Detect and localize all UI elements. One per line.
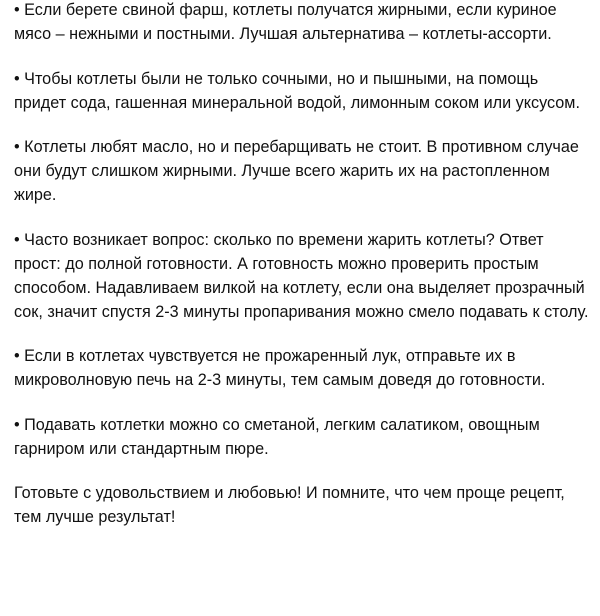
closing-paragraph: Готовьте с удовольствием и любовью! И помните, что чем проще рецепт, тем лучше результат! <box>14 484 565 526</box>
tip-paragraph-microwave: • Если в котлетах чувствуется не прожаренный лук, отправьте их в микроволновую печь на 2-3 минуты, тем самым доведя до готовности. <box>14 347 546 389</box>
tip-paragraph-soda: • Чтобы котлеты были не только сочными, но и пышными, на помощь придет сода, гашенная минеральной водой, лимонным соком или уксусом. <box>14 69 580 112</box>
tip-paragraph-pork-vs-chicken: • Если берете свиной фарш, котлеты получатся жирными, если куриное мясо – нежными и постными. Лучшая альтернатива – котлеты-ассорти. <box>14 1 557 43</box>
tip-paragraph-oil: • Котлеты любят масло, но и перебарщивать не стоит. В противном случае они будут слишком жирными. Лучше всего жарить их на растопленном жире. <box>14 138 579 204</box>
tip-paragraph-serving: • Подавать котлетки можно со сметаной, легким салатиком, овощным гарниром или стандартным пюре. <box>14 415 540 458</box>
tip-paragraph-frying-time: • Часто возникает вопрос: сколько по времени жарить котлеты? Ответ прост: до полной готовности. А готовность можно проверить простым способом. Надавливаем вилкой на котлету, если она выделяет прозрачный сок, значит спустя 2-3 минуты пропаривания можно смело подавать к столу. <box>14 230 589 321</box>
